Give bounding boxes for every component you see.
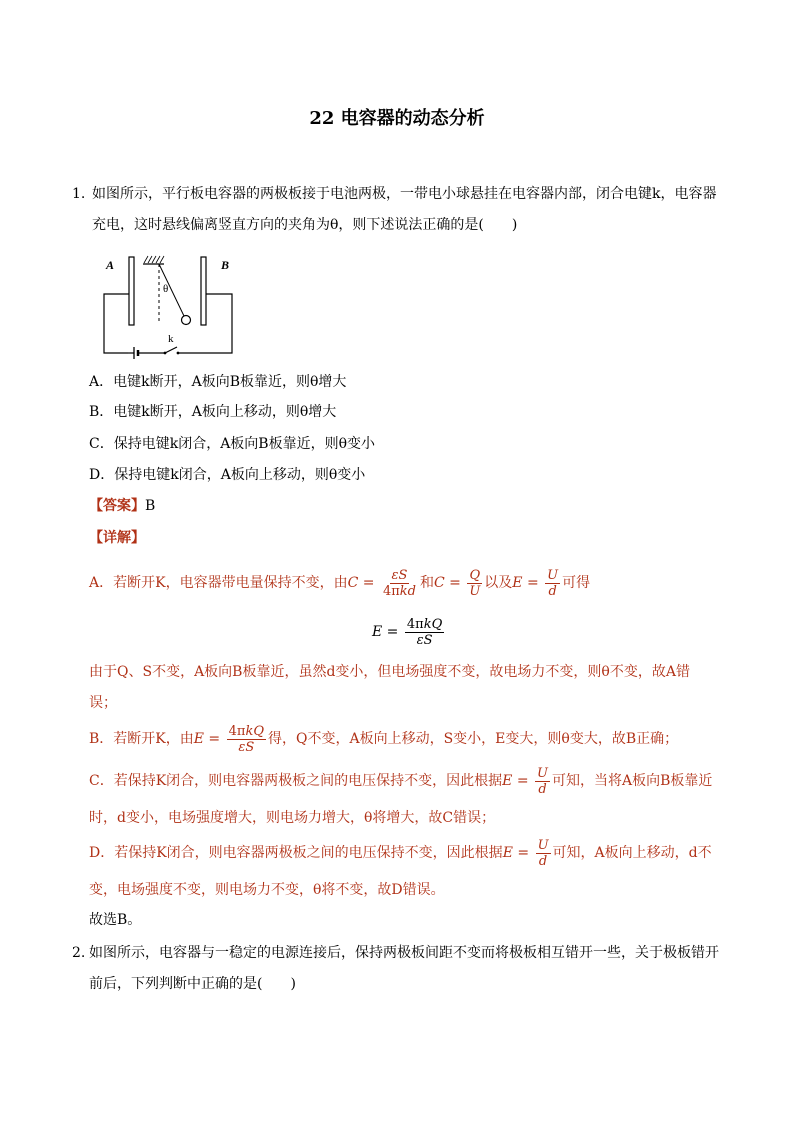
- formula-c-q-over-u: $\frac{Q}{U}$: [469, 567, 481, 599]
- analysis-d-line-1: D．若保持K闭合，则电容器两极板之间的电压保持不变，因此根据E = $\frac{U}{d}$ 可知，A板向上移动，d不: [89, 837, 712, 869]
- option-b: B．电键k断开，A板向上移动，则θ增大: [89, 404, 337, 420]
- option-a: A．电键k断开，A板向B板靠近，则θ增大: [89, 374, 347, 390]
- answer-line: [89, 496, 155, 516]
- question-1-number: 1.: [72, 186, 86, 202]
- plate-a: [129, 257, 134, 325]
- question-1-stem-line-1: 如图所示，平行板电容器的两极板接于电池两极，一带电小球悬挂在电容器内部，闭合电键k，电容器: [92, 186, 717, 202]
- answer-value: B: [145, 498, 156, 514]
- formula-e-u-over-d: $\frac{U}{d}$: [547, 567, 559, 599]
- capacitor-circuit-figure: [98, 252, 243, 362]
- detail-tag: 【详解】: [89, 530, 145, 546]
- answer-tag: 【答案】: [89, 498, 145, 514]
- page-title: 22 电容器的动态分析: [309, 108, 485, 129]
- analysis-b-line: B．若断开K，由E = $\frac{\text{4πkQ}}{\varepsilon S}$ 得，Q不变，A板向上移动，S变小，E变大，则θ变大，故B正确；: [89, 723, 679, 755]
- plate-a-label: A: [106, 258, 115, 272]
- analysis-a-line-1: A．若断开K，电容器带电量保持不变，由C = $\frac{\varepsilon S}{\text{4πkd}}$ 和C = $\frac{Q}{U}$ 以及E = $\frac{U}{d}$ 可得: [89, 567, 591, 599]
- question-2-stem-line-2: 前后，下列判断中正确的是( ): [89, 976, 296, 992]
- plate-b: [201, 257, 206, 325]
- analysis-a-line-3: 误；: [89, 695, 117, 711]
- question-2-stem-line-1: 如图所示，电容器与一稳定的电源连接后，保持两极板间距不变而将极板相互错开一些，关于极板错开: [89, 945, 719, 961]
- conclusion: 故选B。: [89, 912, 142, 928]
- analysis-d-line-2: 变，电场强度不变，则电场力不变，θ将不变，故D错误。: [89, 882, 445, 898]
- switch-k-label: k: [168, 333, 174, 345]
- analysis-a-line-2: 由于Q、S不变，A板向B板靠近，虽然d变小，但电场强度不变，故电场力不变，则θ不变，故A错: [89, 664, 690, 680]
- option-d: D．保持电键k闭合，A板向上移动，则θ变小: [89, 467, 366, 483]
- formula-e-derived: E = $\frac{\text{4πkQ}}{\varepsilon S}$: [372, 616, 443, 648]
- plate-b-label: B: [221, 258, 230, 272]
- theta-label: θ: [163, 283, 169, 295]
- option-c: C．保持电键k闭合，A板向B板靠近，则θ变小: [89, 436, 376, 452]
- question-2-number: 2.: [72, 945, 86, 961]
- formula-capacitance: $\frac{\varepsilon S}{\text{4πkd}}$: [382, 567, 416, 599]
- question-1-stem-line-2: 充电，这时悬线偏离竖直方向的夹角为θ，则下述说法正确的是( ): [92, 217, 518, 233]
- switch-icon: [165, 347, 177, 353]
- charged-ball: [182, 316, 191, 325]
- analysis-c-line-2: 时，d变小，电场强度增大，则电场力增大，θ将增大，故C错误；: [89, 810, 496, 826]
- analysis-c-line-1: C．若保持K闭合，则电容器两极板之间的电压保持不变，因此根据E = $\frac{U}{d}$ 可知，当将A板向B板靠近: [89, 765, 713, 797]
